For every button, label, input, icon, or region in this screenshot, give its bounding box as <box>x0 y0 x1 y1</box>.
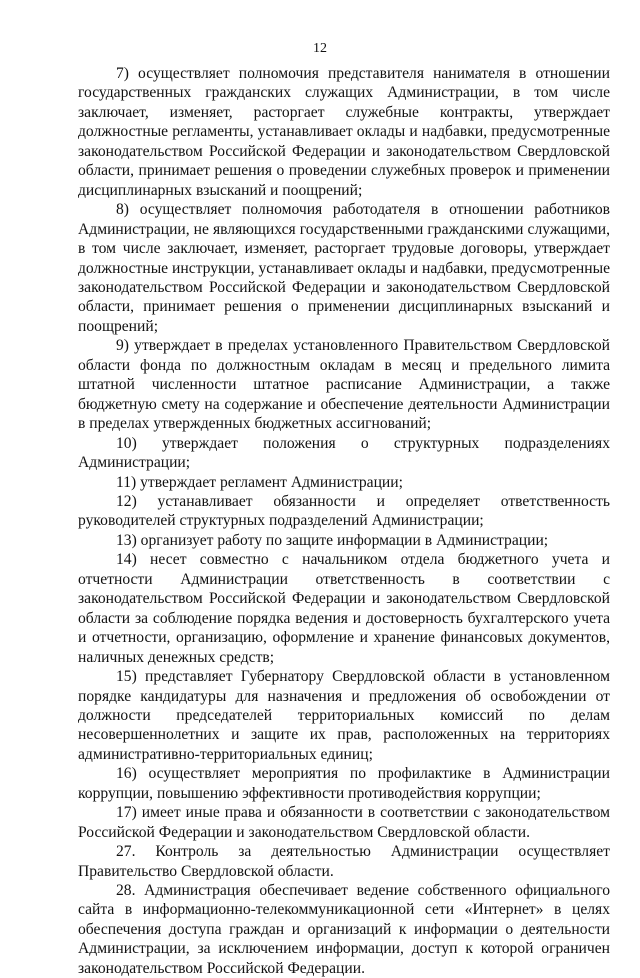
paragraph-item-11: 11) утверждает регламент Администрации; <box>116 473 403 491</box>
paragraph-item-10: 10) утверждает положения о структурных подразделениях Администрации; <box>78 434 610 472</box>
paragraph-item-9: 9) утверждает в пределах установленного Правительством Свердловской области фонда по должностным окладам в месяц и предельного лимита штатной численности штатное расписание Администрации, а также бюджетную смету на содержание и обеспечение деятельности Администрации в пределах утвержденных бюджетных ассигнований; <box>78 337 610 433</box>
page-number: 12 <box>313 41 327 56</box>
paragraph-section-27: 27. Контроль за деятельностью Администрации осуществляет Правительство Свердловской области. <box>78 843 610 880</box>
document-body <box>78 64 610 978</box>
paragraph-item-16: 16) осуществляет мероприятия по профилактике в Администрации коррупции, повышению эффективности противодействия коррупции; <box>78 765 610 802</box>
paragraph-item-15: 15) представляет Губернатору Свердловской области в установленном порядке кандидатуры для назначения и предложения об освобождении от должности председателей территориальных комиссий по делам несовершеннолетних и защите их прав, расположенных на территориях административно-территориальных единиц; <box>78 668 610 763</box>
paragraph-item-8: 8) осуществляет полномочия работодателя в отношении работников Администрации, не являющихся государственными гражданскими служащими, в том числе заключает, изменяет, расторгает трудовые договоры, утверждает должностные инструкции, устанавливает оклады и надбавки, предусмотренные законодательством Российской Федерации и законодательством Свердловской области, принимает решения о применении дисциплинарных взысканий и поощрений; <box>78 201 610 335</box>
paragraph-section-28: 28. Администрация обеспечивает ведение собственного официального сайта в информационно-телекоммуникационной сети «Интернет» в целях обеспечения доступа граждан и организаций к информации о деятельности Администрации, за исключением информации, доступ к которой ограничен законодательством Российской Федерации. <box>78 882 610 977</box>
paragraph-item-13: 13) организует работу по защите информации в Администрации; <box>116 531 549 549</box>
paragraph-item-12: 12) устанавливает обязанности и определяет ответственность руководителей структурных подразделений Администрации; <box>78 492 610 530</box>
paragraph-item-14: 14) несет совместно с начальником отдела бюджетного учета и отчетности Администрации ответственность в соответствии с законодательством Российской Федерации и законодательством Свердловской области за соблюдение порядка ведения и достоверность бухгалтерского учета и отчетности, организацию, оформление и хранение финансовых документов, наличных денежных средств; <box>78 551 610 666</box>
paragraph-item-7: 7) осуществляет полномочия представителя нанимателя в отношении государственных гражданских служащих Администрации, в том числе заключает, изменяет, расторгает служебные контракты, утверждает должностные регламенты, устанавливает оклады и надбавки, предусмотренные законодательством Российской Федерации и законодательством Свердловской области, принимает решения о проведении служебных проверок и применении дисциплинарных взысканий и поощрений; <box>78 65 610 199</box>
paragraph-item-17: 17) имеет иные права и обязанности в соответствии с законодательством Российской Федерации и законодательством Свердловской области. <box>78 804 610 841</box>
